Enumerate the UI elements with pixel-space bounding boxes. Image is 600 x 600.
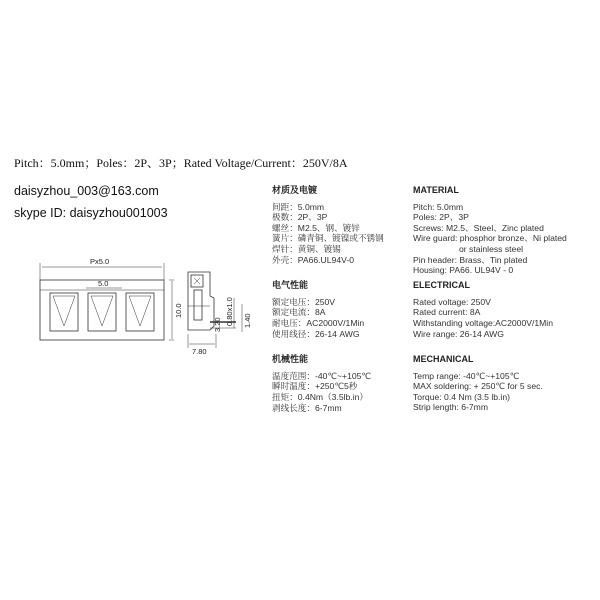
en-electrical-line: Withstanding voltage:AC2000V/1Min	[413, 317, 553, 328]
screw-window-1	[50, 293, 78, 331]
en-material-line: Pin header: Brass、Tin plated	[413, 254, 528, 265]
dim-width: 7.80	[192, 347, 207, 356]
terminal-block-drawing	[38, 248, 278, 358]
en-material-line: Poles: 2P、3P	[413, 212, 469, 223]
dim-px: Px5.0	[90, 257, 110, 266]
cn-material-line: 簧片：磷青铜、镀镍或不锈钢	[272, 233, 384, 244]
en-material-title: MATERIAL	[413, 185, 459, 195]
cn-electrical-line: 额定电压：250V	[272, 296, 336, 307]
cn-mechanical-line: 温度范围：-40℃~+105℃	[272, 370, 372, 381]
cn-mechanical-title: 机械性能	[272, 354, 309, 365]
en-mechanical-line: Temp range: -40℃~+105℃	[413, 370, 520, 381]
en-material-line: Pitch: 5.0mm	[413, 201, 464, 212]
en-mechanical-title: MECHANICAL	[413, 354, 474, 365]
en-material-line: or stainless steel	[459, 243, 524, 254]
cn-material-line: 间距：5.0mm	[272, 201, 325, 212]
en-mechanical-line: MAX soldering: + 250℃ for 5 sec.	[413, 381, 543, 392]
cn-electrical-line: 额定电流：8A	[272, 307, 326, 318]
dim-080: 0.80x1.0	[225, 297, 234, 326]
dim-pitch: 5.0	[98, 279, 109, 288]
cn-mechanical-line: 扭矩：0.4Nm（3.5lb.in）	[272, 391, 368, 402]
en-material-line: Wire guard: phosphor bronze、Ni plated	[413, 233, 567, 244]
cn-material-line: 外壳：PA66.UL94V-0	[272, 254, 354, 265]
en-material-line: Screws: M2.5、Steel、Zinc plated	[413, 222, 544, 233]
dim-height: 10.0	[174, 303, 183, 318]
dim-140: 1.40	[243, 313, 252, 328]
en-electrical-line: Rated voltage: 250V	[413, 296, 491, 307]
screw-window-3	[126, 293, 154, 331]
spec-column-en	[413, 185, 567, 413]
en-electrical-line: Wire range: 26-14 AWG	[413, 328, 504, 339]
en-material-line: Housing: PA66. UL94V - 0	[413, 265, 514, 276]
cn-electrical-line: 使用线径：26-14 AWG	[272, 328, 360, 339]
cn-material-title: 材质及电镀	[272, 185, 318, 195]
contact-skype: skype ID: daisyzhou001003	[14, 206, 168, 220]
spec-column-cn	[272, 185, 384, 413]
cn-mechanical-line: 剥线长度：6-7mm	[272, 402, 342, 413]
cn-material-line: 极数：2P、3P	[272, 212, 328, 223]
en-mechanical-line: Torque: 0.4 Nm (3.5 lb.in)	[413, 391, 510, 402]
contact-email: daisyzhou_003@163.com	[14, 184, 159, 198]
cn-material-line: 焊针：黄铜、镀锡	[272, 243, 341, 254]
cn-electrical-title: 电气性能	[272, 280, 309, 291]
en-mechanical-line: Strip length: 6-7mm	[413, 402, 488, 413]
dim-320: 3.20	[213, 317, 222, 332]
screw-window-2	[88, 293, 116, 331]
en-electrical-line: Rated current: 8A	[413, 307, 481, 318]
cn-material-line: 螺丝：M2.5、钢、镀锌	[272, 222, 360, 233]
cn-electrical-line: 耐电压：AC2000V/1Min	[272, 317, 365, 328]
en-electrical-title: ELECTRICAL	[413, 280, 470, 291]
spec-header: Pitch：5.0mm；Poles：2P、3P；Rated Voltage/Current：250V/8A	[14, 156, 348, 170]
cn-mechanical-line: 瞬时温度：+250℃5秒	[272, 381, 358, 392]
